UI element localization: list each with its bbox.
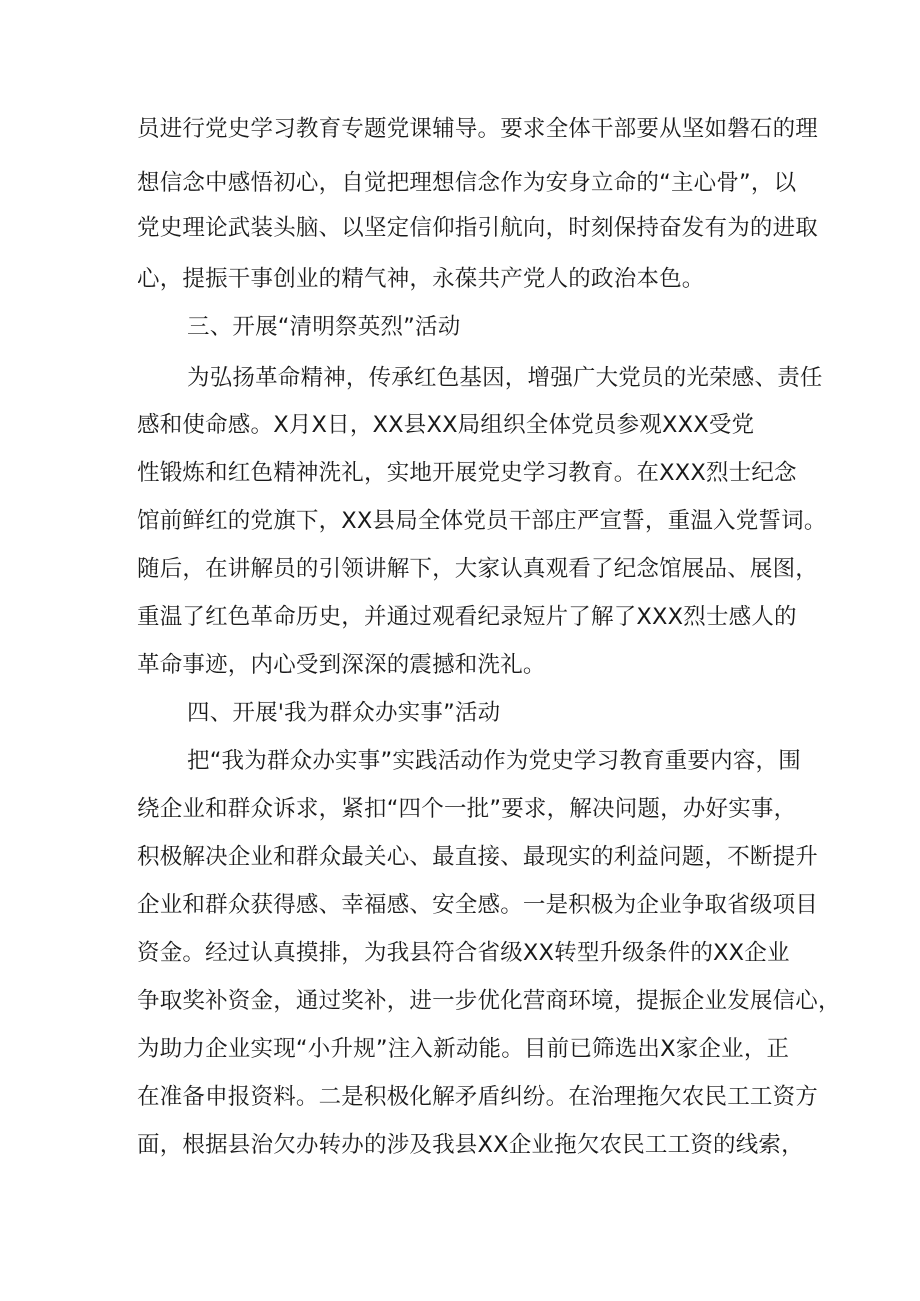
text-line: 把“我为群众办实事”实践活动作为党史学习教育重要内容，围 [187,748,801,774]
text-line: 馆前鲜红的党旗下，XX县局全体党员干部庄严宣誓，重温入党誓词。 [137,508,827,534]
text-line: 为弘扬革命精神，传承红色基因，增强广大党员的光荣感、责任 [187,365,823,391]
text-line: 重温了红色革命历史，并通过观看纪录短片了解了XXX烈士感人的 [137,604,797,630]
text-line: 面，根据县治欠办转办的涉及我县XX企业拖欠农民工工资的线索， [137,1132,804,1158]
section-heading-3: 三、开展“清明祭英烈”活动 [187,314,461,340]
text-line: 性锻炼和红色精神洗礼，实地开展党史学习教育。在XXX烈士纪念 [137,460,797,486]
text-line: 绕企业和群众诉求，紧扣“四个一批”要求，解决问题，办好实事， [137,796,797,822]
text-line: 感和使命感。X月X日，XX县XX局组织全体党员参观XXX受党 [137,412,755,438]
text-line: 革命事迹，内心受到深深的震撼和洗礼。 [137,652,546,678]
text-line: 在准备申报资料。二是积极化解矛盾纠纷。在治理拖欠农民工工资方 [137,1084,819,1110]
text-line: 心，提振干事创业的精气神，永葆共产党人的政治本色。 [137,266,705,292]
text-line: 企业和群众获得感、幸福感、安全感。一是积极为企业争取省级项目 [137,892,819,918]
text-line: 积极解决企业和群众最关心、最直接、最现实的利益问题，不断提升 [137,844,819,870]
text-line: 员进行党史学习教育专题党课辅导。要求全体干部要从坚如磐石的理 [137,116,819,142]
text-line: 争取奖补资金，通过奖补，进一步优化营商环境，提振企业发展信心， [137,988,841,1014]
text-line: 党史理论武装头脑、以坚定信仰指引航向，时刻保持奋发有为的进取 [137,215,819,241]
text-line: 随后，在讲解员的引领讲解下，大家认真观看了纪念馆展品、展图， [137,556,819,582]
text-line: 想信念中感悟初心，自觉把理想信念作为安身立命的“主心骨”，以 [137,170,797,196]
section-heading-4: 四、开展'我为群众办实事”活动 [187,700,501,726]
text-line: 为助力企业实现“小升规”注入新动能。目前已筛选出X家企业，正 [137,1036,790,1062]
text-line: 资金。经过认真摸排，为我县符合省级XX转型升级条件的XX企业 [137,940,790,966]
